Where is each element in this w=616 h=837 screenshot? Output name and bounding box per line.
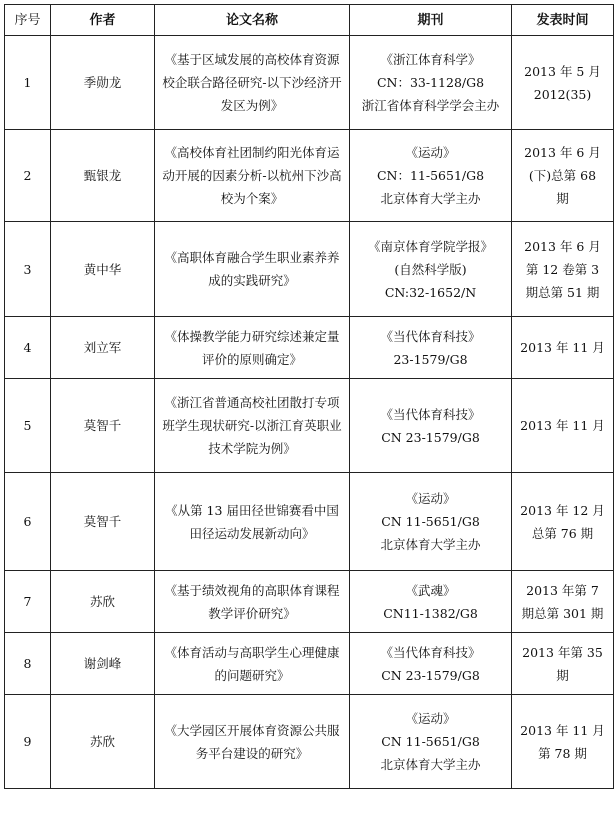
- cell-author: 苏欣: [51, 571, 155, 633]
- journal-line: CN11-1382/G8: [383, 605, 478, 621]
- cell-author: 莫智千: [51, 473, 155, 571]
- table-row: [5, 36, 614, 130]
- table-row: [5, 222, 614, 317]
- cell-date: [512, 36, 614, 130]
- table-row: [5, 379, 614, 473]
- cell-author: 谢剑峰: [51, 633, 155, 695]
- cell-author: 莫智千: [51, 379, 155, 473]
- table-row: [5, 317, 614, 379]
- cell-index: 8: [5, 633, 51, 695]
- table-row: [5, 695, 614, 789]
- journal-line: 《当代体育科技》: [380, 644, 481, 660]
- cell-author: 黄中华: [51, 222, 155, 317]
- journal-line: 《浙江体育科学》: [380, 52, 481, 67]
- cell-journal: [350, 571, 512, 633]
- journal-line: (自然科学版): [394, 261, 467, 277]
- cell-date: [512, 571, 614, 633]
- date-line: 期总第 301 期: [521, 605, 604, 621]
- table-row: [5, 473, 614, 571]
- date-line: 2012(35): [533, 86, 592, 102]
- cell-journal: [350, 36, 512, 130]
- header-row: [5, 5, 614, 36]
- cell-index: 6: [5, 473, 51, 571]
- header-index: 序号: [5, 5, 51, 36]
- cell-index: 2: [5, 130, 51, 222]
- title-text: 《体操教学能力研究综述兼定量评价的原则确定》: [164, 328, 340, 367]
- cell-index: 4: [5, 317, 51, 379]
- cell-title: [155, 379, 350, 473]
- cell-title: [155, 222, 350, 317]
- date-line: 2013 年 5 月: [524, 63, 601, 79]
- title-text: 《大学园区开展体育资源公共服务平台建设的研究》: [164, 722, 340, 761]
- cell-author: 刘立军: [51, 317, 155, 379]
- cell-journal: [350, 633, 512, 695]
- papers-table: [4, 4, 614, 789]
- journal-line: CN 11-5651/G8: [381, 734, 480, 749]
- title-text: 《从第 13 届田径世锦赛看中国田径运动发展新动向》: [165, 502, 339, 541]
- cell-date: [512, 379, 614, 473]
- cell-date: [512, 130, 614, 222]
- cell-author: 季勋龙: [51, 36, 155, 130]
- cell-journal: [350, 473, 512, 571]
- date-line: 2013 年 6 月: [524, 145, 601, 160]
- date-line: 2013 年 11 月: [520, 340, 605, 355]
- cell-title: [155, 473, 350, 571]
- cell-index: 5: [5, 379, 51, 473]
- journal-line: 《南京体育学院学报》: [367, 238, 493, 254]
- header-title: 论文名称: [155, 5, 350, 36]
- cell-title: [155, 633, 350, 695]
- table-row: [5, 571, 614, 633]
- date-line: 期: [556, 667, 569, 683]
- cell-date: [512, 695, 614, 789]
- date-line: 第 78 期: [538, 745, 587, 761]
- journal-line: 《运动》: [405, 491, 456, 506]
- cell-journal: [350, 130, 512, 222]
- journal-line: CN 11-5651/G8: [381, 514, 480, 529]
- cell-index: 1: [5, 36, 51, 130]
- cell-title: [155, 317, 350, 379]
- journal-line: CN:32-1652/N: [384, 284, 477, 300]
- journal-line: 《运动》: [405, 711, 456, 726]
- journal-line: 北京体育大学主办: [380, 757, 481, 772]
- table-row: [5, 633, 614, 695]
- journal-line: CN：33-1128/G8: [376, 75, 485, 90]
- header-date: 发表时间: [512, 5, 614, 36]
- cell-index: 9: [5, 695, 51, 789]
- date-line: 总第 76 期: [531, 525, 594, 541]
- cell-date: [512, 317, 614, 379]
- cell-journal: [350, 379, 512, 473]
- cell-journal: [350, 695, 512, 789]
- header-journal: 期刊: [350, 5, 512, 36]
- cell-date: [512, 473, 614, 571]
- journal-line: CN 23-1579/G8: [381, 667, 480, 683]
- date-line: 期总第 51 期: [525, 284, 600, 300]
- cell-author: 甄银龙: [51, 130, 155, 222]
- title-text: 《基于区域发展的高校体育资源校企联合路径研究-以下沙经济开发区为例》: [162, 52, 342, 113]
- journal-line: 北京体育大学主办: [380, 537, 481, 552]
- date-line: (下)总第 68: [528, 168, 597, 183]
- date-line: 2013 年 12 月: [520, 502, 605, 518]
- title-text: 《高校体育社团制约阳光体育运动开展的因素分析-以杭州下沙高校为个案》: [162, 145, 342, 206]
- title-text: 《基于绩效视角的高职体育课程教学评价研究》: [164, 582, 340, 621]
- date-line: 2013 年 11 月: [520, 722, 605, 738]
- header-author: 作者: [51, 5, 155, 36]
- journal-line: 《运动》: [405, 145, 456, 160]
- title-text: 《浙江省普通高校社团散打专项班学生现状研究-以浙江育英职业技术学院为例》: [162, 395, 342, 456]
- cell-title: [155, 36, 350, 130]
- journal-line: 浙江省体育科学学会主办: [361, 98, 500, 113]
- date-line: 2013 年 6 月: [524, 238, 601, 254]
- cell-title: [155, 695, 350, 789]
- cell-date: [512, 222, 614, 317]
- journal-line: 《当代体育科技》: [380, 328, 481, 344]
- journal-line: 23-1579/G8: [393, 351, 468, 367]
- journal-line: CN：11-5651/G8: [376, 168, 485, 183]
- table-row: [5, 130, 614, 222]
- date-line: 第 12 卷第 3: [525, 261, 600, 277]
- cell-date: [512, 633, 614, 695]
- title-text: 《体育活动与高职学生心理健康的问题研究》: [164, 644, 340, 683]
- cell-author: 苏欣: [51, 695, 155, 789]
- cell-title: [155, 130, 350, 222]
- date-line: 2013 年第 7: [526, 582, 599, 598]
- date-line: 2013 年第 35: [522, 644, 603, 660]
- journal-line: 《武魂》: [405, 582, 456, 598]
- cell-title: [155, 571, 350, 633]
- date-line: 2013 年 11 月: [520, 418, 605, 433]
- date-line: 期: [556, 191, 569, 206]
- journal-line: 北京体育大学主办: [380, 191, 481, 206]
- journal-line: CN 23-1579/G8: [381, 429, 480, 445]
- cell-index: 7: [5, 571, 51, 633]
- cell-journal: [350, 222, 512, 317]
- cell-journal: [350, 317, 512, 379]
- title-text: 《高职体育融合学生职业素养养成的实践研究》: [164, 250, 340, 288]
- cell-index: 3: [5, 222, 51, 317]
- journal-line: 《当代体育科技》: [380, 406, 481, 422]
